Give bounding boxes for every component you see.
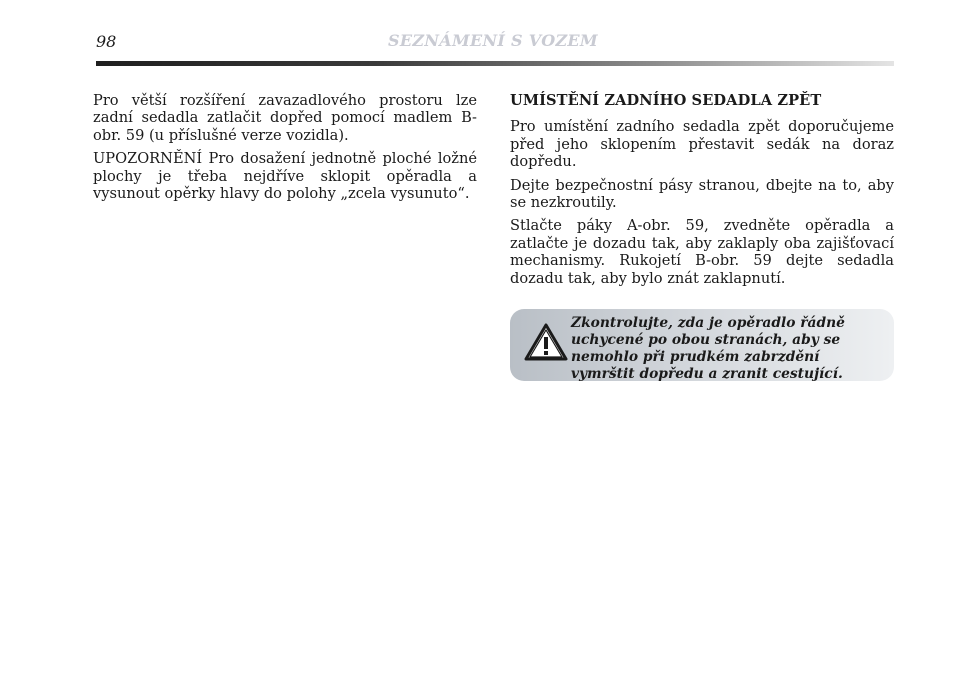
note-paragraph: UPOZORNĚNÍ Pro dosažení jednotně ploché ložné plochy je třeba nejdříve sklopit opěradla a vysunout opěrky hlavy do polohy „zcela vysunuto“. [93,150,477,203]
body-paragraph: Pro umístění zadního sedadla zpět doporučujeme před jeho sklopením přestavit sedák na doraz dopředu. [510,118,894,171]
right-column [510,92,894,293]
page-number: 98 [96,32,117,51]
body-paragraph: Stlačte páky A-obr. 59, zvedněte opěradla a zatlačte je dozadu tak, aby zaklaply oba zajišťovací mechanismy. Rukojetí B-obr. 59 dejte sedadla dozadu tak, aby bylo znát zaklapnutí. [510,217,894,287]
body-paragraph: Dejte bezpečnostní pásy stranou, dbejte na to, aby se nezkroutily. [510,176,894,212]
section-heading: UMÍSTĚNÍ ZADNÍHO SEDADLA ZPĚT [510,92,822,109]
left-column [93,92,477,208]
running-head: SEZNÁMENÍ S VOZEM [388,31,598,50]
warning-box [510,309,894,381]
warning-text: Zkontrolujte, zda je opěradlo řádně uchycené po obou stranách, aby se nemohlo při prudkém zabrzdění vymrštit dopředu a zranit cestující. [571,315,845,382]
body-paragraph: Pro větší rozšíření zavazadlového prostoru lze zadní sedadla zatlačit dopřed pomocí madlem B-obr. 59 (u příslušné verze vozidla). [93,92,477,144]
warning-triangle-icon [524,323,568,361]
header-rule [96,61,894,66]
